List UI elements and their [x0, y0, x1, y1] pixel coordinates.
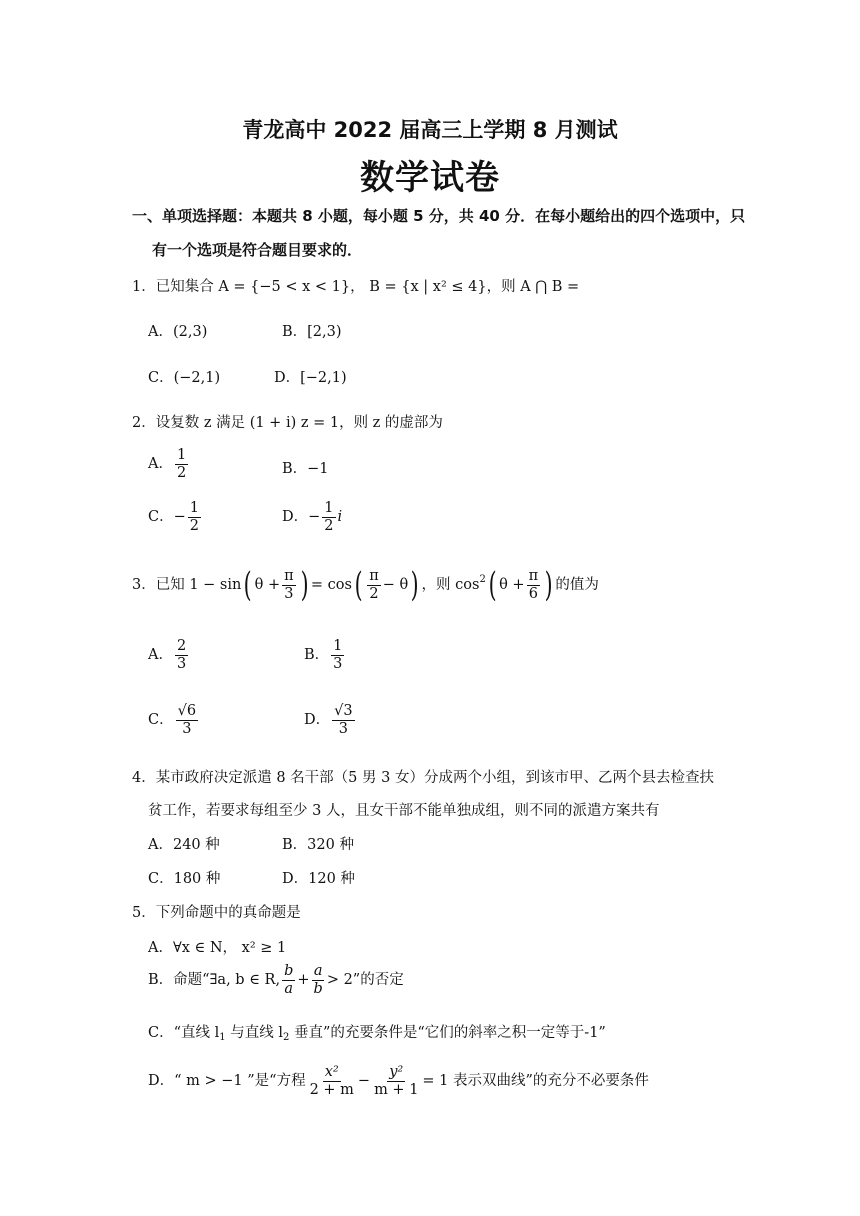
- left-paren: (: [354, 565, 363, 605]
- fraction-denominator: 2: [189, 517, 199, 534]
- fraction-numerator: 1: [176, 447, 187, 463]
- q3-part-7: 的值为: [555, 577, 599, 593]
- q1-option-d: D．[−2,1): [274, 370, 347, 386]
- fraction-numerator: y²: [389, 1064, 404, 1080]
- q3-option-c-fraction: [176, 703, 198, 737]
- section-heading-line2: 有一个选项是符合题目要求的．: [152, 241, 363, 259]
- q3-part-4: − θ: [382, 577, 409, 593]
- q2-option-c: [148, 500, 203, 534]
- fraction-numerator: a: [313, 963, 323, 979]
- fraction-denominator: 2: [369, 585, 379, 602]
- fraction-numerator: 1: [189, 500, 199, 516]
- q5-option-b-prefix: B．命题“∃a, b ∈ R,: [148, 972, 281, 989]
- q2-option-a-label: A．: [148, 456, 173, 473]
- q3-option-c: [148, 703, 200, 737]
- q3-part-5: ，则 cos: [421, 577, 480, 593]
- exam-title: 青龙高中 2022 届高三上学期 8 月测试: [242, 118, 618, 142]
- minus-sign: −: [357, 1073, 371, 1090]
- fraction-denominator: 2: [324, 517, 334, 534]
- q2-option-c-label: C．−: [148, 509, 186, 526]
- fraction-denominator: 3: [333, 655, 343, 672]
- pi-over-3: [282, 568, 296, 602]
- right-paren: ): [300, 565, 309, 605]
- q3-option-c-label: C．: [148, 712, 174, 729]
- q3-option-a: [148, 638, 190, 672]
- fraction-denominator: 2 + m: [309, 1081, 354, 1098]
- right-paren: ): [410, 565, 419, 605]
- exponent: 2: [479, 574, 486, 585]
- fraction-denominator: 2: [176, 464, 187, 481]
- q2-option-a-fraction: [175, 447, 188, 481]
- fraction-numerator: √6: [177, 703, 197, 719]
- q4-option-b: B．320 种: [282, 837, 354, 853]
- fraction-denominator: 3: [176, 655, 187, 672]
- x2-over-2-plus-m: [308, 1064, 356, 1098]
- q3-option-b-fraction: [331, 638, 344, 672]
- fraction-denominator: 6: [528, 585, 538, 602]
- fraction-denominator: 3: [182, 720, 192, 737]
- q5-option-c-middle: 与直线 l: [225, 1025, 283, 1041]
- question-3-stem: [132, 565, 599, 605]
- q5-option-b-suffix: > 2”的否定: [326, 972, 404, 989]
- q3-option-a-fraction: [175, 638, 188, 672]
- q2-option-a: [148, 447, 190, 481]
- fraction-numerator: π: [369, 567, 379, 584]
- q3-part-1: 3．已知 1 − sin: [132, 577, 242, 593]
- fraction-numerator: 1: [324, 500, 334, 516]
- b-over-a: [282, 963, 295, 997]
- q1-option-c: C．(−2,1): [148, 370, 221, 386]
- q4-option-d: D．120 种: [282, 871, 355, 887]
- left-paren: (: [244, 565, 252, 605]
- subscript: 2: [283, 1032, 290, 1043]
- fraction-numerator: π: [528, 567, 539, 584]
- section-heading-line1: 一、单项选择题：本题共 8 小题，每小题 5 分，共 40 分．在每小题给出的四个选项中，只: [132, 207, 746, 225]
- imaginary-unit: i: [337, 509, 343, 526]
- question-5-stem: 5．下列命题中的真命题是: [132, 905, 301, 921]
- q3-option-d-label: D．: [304, 712, 331, 729]
- fraction-numerator: x²: [324, 1064, 339, 1080]
- fraction-numerator: 1: [333, 638, 343, 654]
- fraction-numerator: b: [284, 963, 294, 979]
- fraction-denominator: b: [313, 980, 323, 997]
- y2-over-m-plus-1: [372, 1064, 420, 1098]
- q5-option-d-prefix: D．“ m > −1 ”是“方程: [148, 1073, 306, 1090]
- pi-over-6: [527, 568, 541, 602]
- q2-option-b: B．−1: [282, 461, 329, 477]
- q2-option-d-label: D．−: [282, 509, 321, 526]
- subscript: 1: [219, 1032, 226, 1043]
- fraction-numerator: 2: [176, 638, 187, 654]
- q2-option-d-fraction: [322, 500, 335, 534]
- q3-part-3: = cos: [310, 577, 352, 593]
- question-4-line2: 贫工作，若要求每组至少 3 人，且女干部不能单独成组，则不同的派遣方案共有: [148, 803, 660, 819]
- q3-part-6: θ +: [499, 577, 525, 593]
- fraction-denominator: m + 1: [374, 1081, 419, 1098]
- question-2-stem: 2．设复数 z 满足 (1 + i) z = 1，则 z 的虚部为: [132, 415, 443, 431]
- q3-option-a-label: A．: [148, 647, 173, 664]
- q5-option-d-suffix: = 1 表示双曲线”的充分不必要条件: [422, 1073, 649, 1090]
- q4-option-a: A．240 种: [148, 837, 220, 853]
- q5-option-c-prefix: C．“直线 l: [148, 1025, 220, 1041]
- q3-part-2: θ +: [254, 577, 281, 593]
- a-over-b: [312, 963, 325, 997]
- q5-option-a: A．∀x ∈ N， x² ≥ 1: [148, 940, 287, 956]
- pi-over-2: [367, 568, 381, 602]
- q3-option-d: [304, 703, 357, 737]
- fraction-denominator: a: [284, 980, 294, 997]
- fraction-numerator: π: [284, 567, 294, 584]
- q3-option-d-fraction: [332, 703, 354, 737]
- q5-option-c: [148, 1021, 606, 1043]
- q1-option-b: B．[2,3): [282, 324, 342, 340]
- fraction-denominator: 3: [338, 720, 348, 737]
- exam-subject: 数学试卷: [360, 158, 500, 198]
- question-4-line1: 4．某市政府决定派遣 8 名干部（5 男 3 女）分成两个小组，到该市甲、乙两个县去检查扶: [132, 770, 714, 786]
- q2-option-c-fraction: [188, 500, 201, 534]
- question-1-stem: 1．已知集合 A = {−5 < x < 1}， B = {x | x² ≤ 4}，则 A ⋂ B =: [132, 279, 580, 295]
- fraction-numerator: √3: [334, 703, 353, 719]
- q5-option-b: [148, 963, 404, 997]
- fraction-denominator: 3: [284, 585, 294, 602]
- q3-option-b-label: B．: [304, 647, 330, 664]
- left-paren: (: [488, 565, 497, 605]
- q5-option-d: [148, 1064, 649, 1098]
- plus-sign: +: [297, 972, 310, 989]
- right-paren: ): [544, 565, 553, 605]
- q2-option-d: [282, 500, 342, 534]
- q4-option-c: C．180 种: [148, 871, 221, 887]
- q3-option-b: [304, 638, 346, 672]
- q1-option-a: A．(2,3): [148, 324, 208, 340]
- q5-option-c-suffix: 垂直”的充要条件是“它们的斜率之积一定等于-1”: [289, 1025, 606, 1041]
